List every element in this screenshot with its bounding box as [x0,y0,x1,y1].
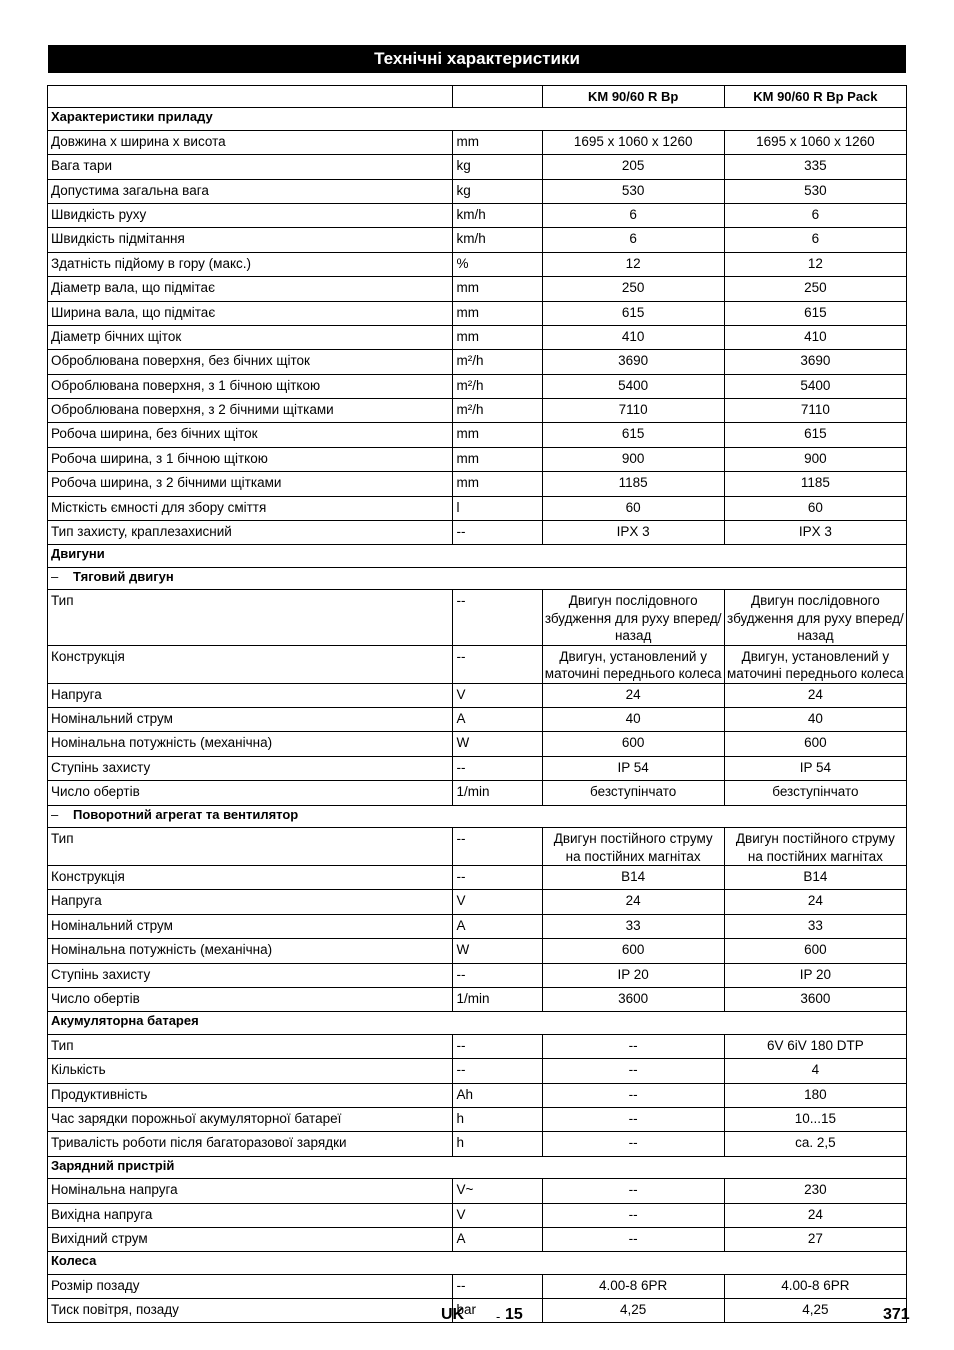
value-cell-model-1: Двигун постійного струму на постійних магнітах [542,828,724,866]
param-cell: Номінальна напруга [48,1179,453,1203]
table-row [48,645,907,683]
unit-cell: mm [453,130,542,154]
param-cell: Тип захисту, краплезахисний [48,521,453,545]
section-heading: Двигуни [51,546,105,562]
section-heading-row [48,1012,907,1034]
unit-cell: -- [453,1034,542,1058]
unit-cell: -- [453,756,542,780]
value-cell-model-2: 335 [724,155,906,179]
value-cell-model-2: 27 [724,1227,906,1251]
value-cell-model-2: 250 [724,277,906,301]
param-cell: Номінальний струм [48,914,453,938]
param-cell: Тип [48,590,453,646]
param-cell: Здатність підйому в гору (макс.) [48,252,453,276]
value-cell-model-2: Двигун послідовного збудження для руху вперед/назад [724,590,906,646]
table-row [48,1227,907,1251]
param-cell: Оброблювана поверхня, з 2 бічними щітками [48,399,453,423]
unit-cell: W [453,939,542,963]
value-cell-model-1: 600 [542,939,724,963]
value-cell-model-1: 410 [542,325,724,349]
footer-page-number: 371 [883,1306,910,1323]
section-heading-row [48,1252,907,1274]
bullet-dash: – [51,806,59,822]
value-cell-model-1: безступінчато [542,781,724,805]
table-row [48,939,907,963]
unit-cell: -- [453,866,542,890]
table-row [48,1083,907,1107]
header-cell-model-1: KM 90/60 R Bp [542,86,724,108]
table-row [48,423,907,447]
section-heading-row [48,567,907,589]
bullet-dash: – [51,568,59,584]
section-heading-row [48,805,907,827]
unit-cell: -- [453,1059,542,1083]
table-row [48,1299,907,1323]
unit-cell: mm [453,301,542,325]
unit-cell: km/h [453,203,542,227]
table-row [48,590,907,646]
value-cell-model-2: 24 [724,1203,906,1227]
value-cell-model-2: IPX 3 [724,521,906,545]
param-cell: Розмір позаду [48,1274,453,1298]
unit-cell: V [453,890,542,914]
param-cell: Тривалість роботи після багаторазової зарядки [48,1132,453,1156]
table-row [48,781,907,805]
value-cell-model-1: -- [542,1034,724,1058]
value-cell-model-2: ca. 2,5 [724,1132,906,1156]
param-cell: Напруга [48,683,453,707]
unit-cell: % [453,252,542,276]
unit-cell: h [453,1107,542,1131]
value-cell-model-2: 4,25 [724,1299,906,1323]
table-row [48,228,907,252]
value-cell-model-1: -- [542,1059,724,1083]
param-cell: Місткість ємності для збору сміття [48,496,453,520]
unit-cell: -- [453,828,542,866]
value-cell-model-1: IP 20 [542,963,724,987]
value-cell-model-1: 1695 x 1060 x 1260 [542,130,724,154]
param-cell: Робоча ширина, з 2 бічними щітками [48,472,453,496]
table-row [48,472,907,496]
section-heading: Колеса [51,1253,97,1269]
value-cell-model-2: 33 [724,914,906,938]
value-cell-model-1: 24 [542,683,724,707]
unit-cell: mm [453,447,542,471]
value-cell-model-1: 24 [542,890,724,914]
header-cell-model-2: KM 90/60 R Bp Pack [724,86,906,108]
unit-cell: mm [453,472,542,496]
value-cell-model-1: Двигун, установлений у маточині переднього колеса [542,645,724,683]
value-cell-model-2: 40 [724,708,906,732]
param-cell: Номінальна потужність (механічна) [48,939,453,963]
table-row [48,963,907,987]
value-cell-model-2: 180 [724,1083,906,1107]
param-cell: Довжина x ширина x висота [48,130,453,154]
table-row [48,828,907,866]
param-cell: Вихідна напруга [48,1203,453,1227]
value-cell-model-2: Двигун, установлений у маточині переднього колеса [724,645,906,683]
value-cell-model-1: 250 [542,277,724,301]
param-cell: Ступінь захисту [48,963,453,987]
value-cell-model-1: 205 [542,155,724,179]
unit-cell: l [453,496,542,520]
value-cell-model-2: 900 [724,447,906,471]
param-cell: Число обертів [48,988,453,1012]
unit-cell: -- [453,521,542,545]
unit-cell: -- [453,963,542,987]
value-cell-model-2: 6V 6iV 180 DTP [724,1034,906,1058]
value-cell-model-1: 615 [542,423,724,447]
param-cell: Продуктивність [48,1083,453,1107]
unit-cell: mm [453,325,542,349]
value-cell-model-1: 3600 [542,988,724,1012]
unit-cell: h [453,1132,542,1156]
param-cell: Число обертів [48,781,453,805]
table-row [48,988,907,1012]
param-cell: Діаметр вала, що підмітає [48,277,453,301]
unit-cell: 1/min [453,781,542,805]
param-cell: Робоча ширина, без бічних щіток [48,423,453,447]
section-heading: Зарядний пристрій [51,1157,175,1173]
table-row [48,447,907,471]
section-heading-row [48,108,907,130]
value-cell-model-1: 5400 [542,374,724,398]
value-cell-model-2: 530 [724,179,906,203]
value-cell-model-2: 1695 x 1060 x 1260 [724,130,906,154]
value-cell-model-1: Двигун послідовного збудження для руху вперед/назад [542,590,724,646]
section-heading: Поворотний агрегат та вентилятор [73,806,299,822]
header-cell-unit [453,86,542,108]
value-cell-model-2: 600 [724,939,906,963]
param-cell: Час зарядки порожньої акумуляторної батареї [48,1107,453,1131]
table-row [48,914,907,938]
table-row [48,732,907,756]
unit-cell: mm [453,277,542,301]
table-row [48,890,907,914]
specifications-table [47,85,907,1323]
value-cell-model-2: 3600 [724,988,906,1012]
param-cell: Вихідний струм [48,1227,453,1251]
table-row [48,252,907,276]
param-cell: Конструкція [48,645,453,683]
param-cell: Тип [48,828,453,866]
value-cell-model-1: 530 [542,179,724,203]
table-header-row [48,86,907,108]
table-row [48,325,907,349]
value-cell-model-2: 3690 [724,350,906,374]
param-cell: Вага тари [48,155,453,179]
value-cell-model-1: 7110 [542,399,724,423]
footer-section-page: 15 [505,1306,523,1323]
value-cell-model-1: 33 [542,914,724,938]
unit-cell: kg [453,155,542,179]
footer-dash: - [496,1309,501,1324]
value-cell-model-1: 900 [542,447,724,471]
section-heading-row [48,1156,907,1178]
value-cell-model-2: 410 [724,325,906,349]
value-cell-model-2: 24 [724,683,906,707]
value-cell-model-2: 4 [724,1059,906,1083]
param-cell: Діаметр бічних щіток [48,325,453,349]
value-cell-model-1: 12 [542,252,724,276]
table-row [48,683,907,707]
value-cell-model-2: 10...15 [724,1107,906,1131]
unit-cell: A [453,708,542,732]
value-cell-model-1: B14 [542,866,724,890]
value-cell-model-1: -- [542,1227,724,1251]
table-row [48,155,907,179]
value-cell-model-1: IP 54 [542,756,724,780]
value-cell-model-2: 1185 [724,472,906,496]
value-cell-model-2: 615 [724,423,906,447]
unit-cell: m²/h [453,374,542,398]
unit-cell: -- [453,590,542,646]
param-cell: Робоча ширина, з 1 бічною щіткою [48,447,453,471]
value-cell-model-1: 4.00-8 6PR [542,1274,724,1298]
param-cell: Напруга [48,890,453,914]
table-row [48,179,907,203]
value-cell-model-2: 4.00-8 6PR [724,1274,906,1298]
param-cell: Тиск повітря, позаду [48,1299,453,1323]
param-cell: Тип [48,1034,453,1058]
section-heading: Акумуляторна батарея [51,1013,199,1029]
unit-cell: A [453,914,542,938]
value-cell-model-1: IPX 3 [542,521,724,545]
table-row [48,374,907,398]
table-row [48,1203,907,1227]
section-heading: Характеристики приладу [51,109,213,125]
value-cell-model-2: 600 [724,732,906,756]
value-cell-model-1: -- [542,1203,724,1227]
value-cell-model-2: безступінчато [724,781,906,805]
value-cell-model-2: Двигун постійного струму на постійних магнітах [724,828,906,866]
value-cell-model-1: -- [542,1083,724,1107]
header-cell-param [48,86,453,108]
param-cell: Допустима загальна вага [48,179,453,203]
section-heading: Тяговий двигун [73,568,174,584]
value-cell-model-1: 4,25 [542,1299,724,1323]
param-cell: Ступінь захисту [48,756,453,780]
unit-cell: mm [453,423,542,447]
table-row [48,866,907,890]
value-cell-model-1: 3690 [542,350,724,374]
table-row [48,756,907,780]
param-cell: Номінальний струм [48,708,453,732]
table-row [48,130,907,154]
table-row [48,1132,907,1156]
unit-cell: V~ [453,1179,542,1203]
value-cell-model-2: 6 [724,228,906,252]
value-cell-model-2: IP 20 [724,963,906,987]
value-cell-model-1: 1185 [542,472,724,496]
table-row [48,277,907,301]
unit-cell: km/h [453,228,542,252]
value-cell-model-2: 7110 [724,399,906,423]
value-cell-model-1: 6 [542,203,724,227]
table-row [48,399,907,423]
param-cell: Швидкість руху [48,203,453,227]
param-cell: Оброблювана поверхня, з 1 бічною щіткою [48,374,453,398]
param-cell: Конструкція [48,866,453,890]
table-row [48,1179,907,1203]
value-cell-model-1: 615 [542,301,724,325]
unit-cell: V [453,1203,542,1227]
param-cell: Номінальна потужність (механічна) [48,732,453,756]
value-cell-model-1: -- [542,1179,724,1203]
unit-cell: 1/min [453,988,542,1012]
table-row [48,203,907,227]
unit-cell: kg [453,179,542,203]
unit-cell: m²/h [453,350,542,374]
value-cell-model-2: 230 [724,1179,906,1203]
footer-language: UK [441,1306,465,1323]
unit-cell: m²/h [453,399,542,423]
value-cell-model-1: -- [542,1107,724,1131]
table-row [48,708,907,732]
unit-cell: -- [453,1274,542,1298]
value-cell-model-2: IP 54 [724,756,906,780]
value-cell-model-2: 24 [724,890,906,914]
value-cell-model-2: B14 [724,866,906,890]
unit-cell: -- [453,645,542,683]
param-cell: Кількість [48,1059,453,1083]
table-row [48,1059,907,1083]
value-cell-model-2: 6 [724,203,906,227]
table-row [48,496,907,520]
value-cell-model-1: 6 [542,228,724,252]
param-cell: Ширина вала, що підмітає [48,301,453,325]
value-cell-model-2: 12 [724,252,906,276]
table-row [48,1034,907,1058]
value-cell-model-2: 60 [724,496,906,520]
value-cell-model-1: 60 [542,496,724,520]
value-cell-model-2: 5400 [724,374,906,398]
param-cell: Оброблювана поверхня, без бічних щіток [48,350,453,374]
section-heading-row [48,545,907,567]
value-cell-model-1: 600 [542,732,724,756]
page-title: Технічні характеристики [48,45,906,73]
param-cell: Швидкість підмітання [48,228,453,252]
table-row [48,350,907,374]
table-row [48,301,907,325]
unit-cell: bar [453,1299,542,1323]
unit-cell: A [453,1227,542,1251]
unit-cell: W [453,732,542,756]
value-cell-model-1: -- [542,1132,724,1156]
unit-cell: Ah [453,1083,542,1107]
value-cell-model-1: 40 [542,708,724,732]
table-row [48,521,907,545]
table-row [48,1107,907,1131]
table-row [48,1274,907,1298]
value-cell-model-2: 615 [724,301,906,325]
unit-cell: V [453,683,542,707]
